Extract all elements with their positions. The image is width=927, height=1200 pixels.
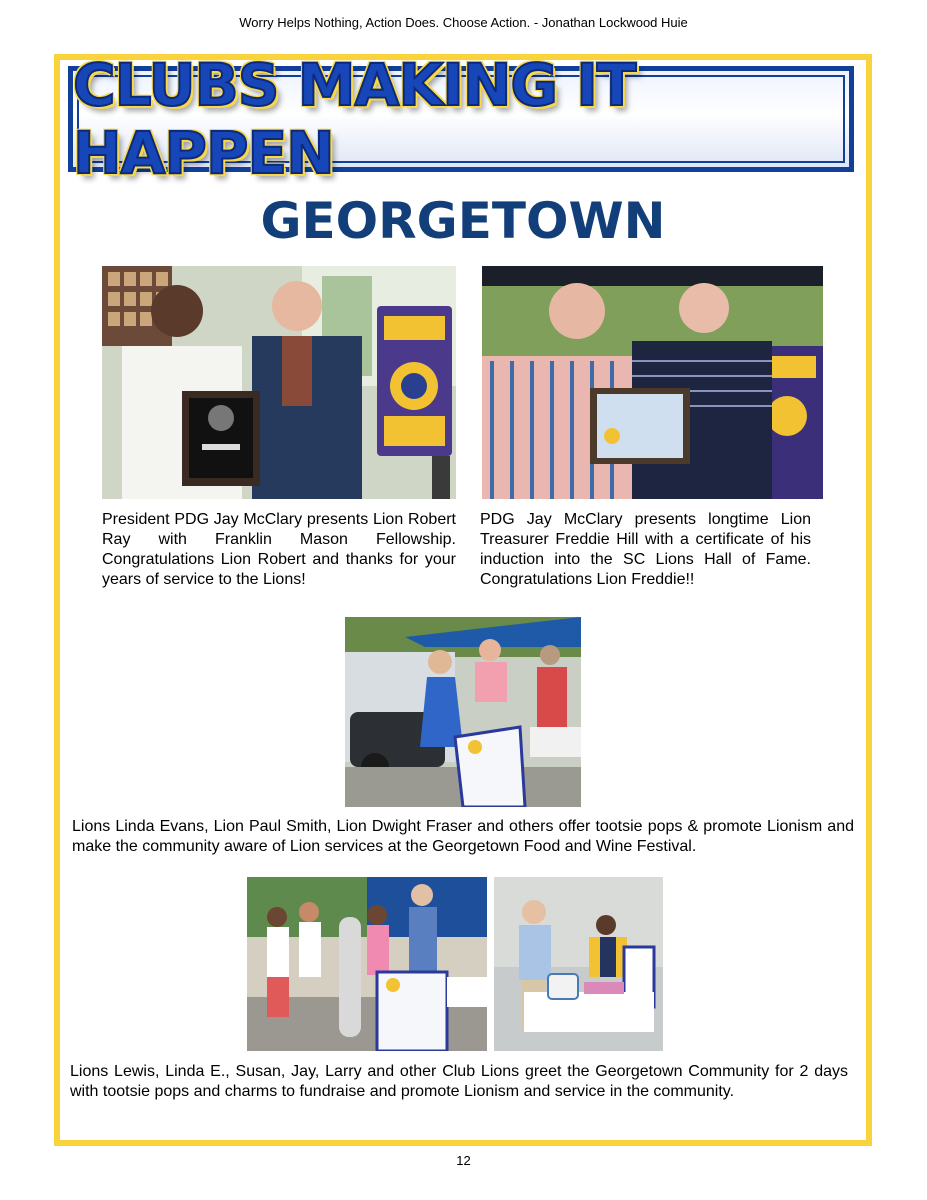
header-quote: Worry Helps Nothing, Action Does. Choose Action. - Jonathan Lockwood Huie: [239, 15, 688, 30]
photo-plaque-presentation: [102, 266, 456, 499]
caption-plaque: President PDG Jay McClary presents Lion Robert Ray with Franklin Mason Fellowship. Congratulations Lion Robert and thanks for your years of service to the Lions!: [102, 511, 456, 588]
photo-fundraiser-group: [247, 877, 487, 1051]
club-name: GEORGETOWN: [260, 192, 666, 250]
banner: [68, 51, 854, 187]
page-number: 12: [456, 1153, 471, 1168]
photo-fundraiser-table: [494, 877, 663, 1051]
caption-fundraiser: Lions Lewis, Linda E., Susan, Jay, Larry and other Club Lions greet the Georgetown Community for 2 days with tootsie pops and charms to fundraise and promote Lionism and service in the community.: [70, 1063, 848, 1100]
photo-food-wine-festival: [345, 617, 581, 807]
caption-festival: Lions Linda Evans, Lion Paul Smith, Lion Dwight Fraser and others offer tootsie pops & promote Lionism and make the community aware of Lion services at the Georgetown Food and Wine Festival.: [72, 818, 854, 855]
banner-title: CLUBS MAKING IT HAPPEN: [73, 51, 636, 187]
caption-certificate: PDG Jay McClary presents longtime Lion Treasurer Freddie Hill with a certificate of his induction into the SC Lions Hall of Fame. Congratulations Lion Freddie!!: [480, 511, 811, 588]
photo-certificate-presentation: [482, 266, 823, 499]
page-frame: [54, 51, 872, 1146]
